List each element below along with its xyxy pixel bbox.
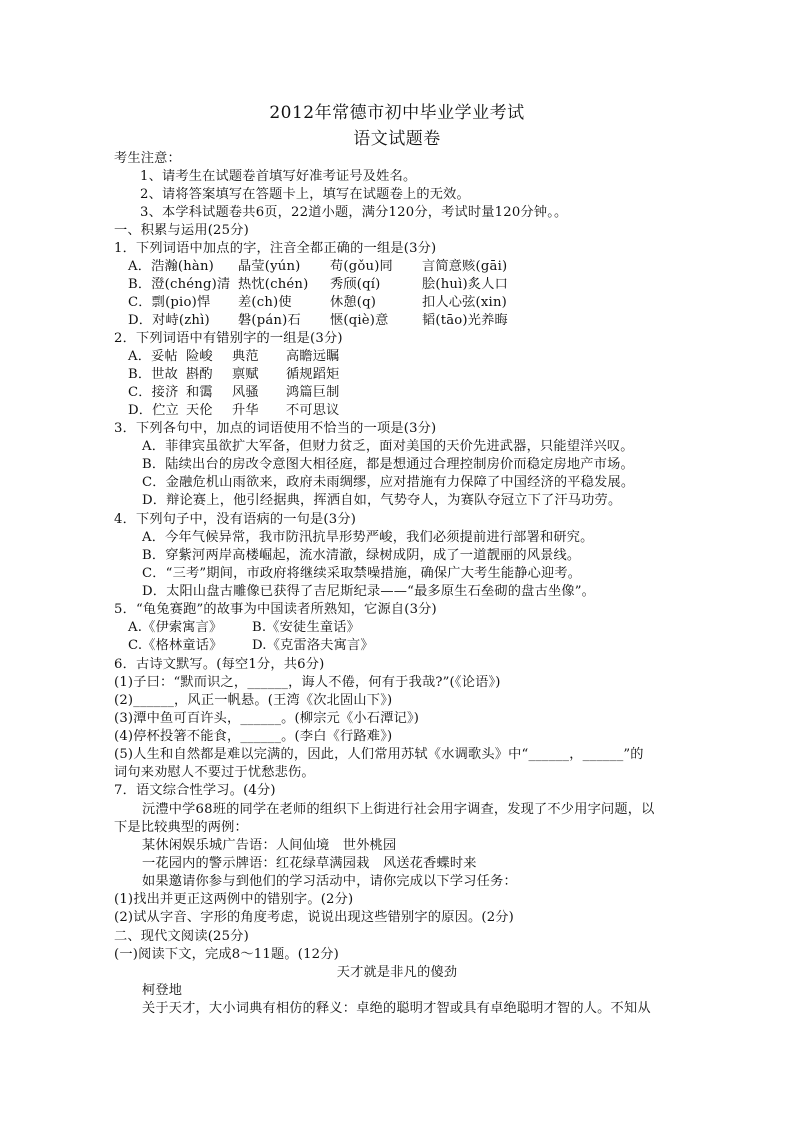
question-stem: 4．下列句子中，没有语病的一句是(3分) [114,512,357,527]
section-heading: 一、积累与运用(25分) [114,223,249,238]
option-row [128,294,507,312]
task-line: (2)试从字音、字形的角度考虑，说说出现这些错别字的原因。(2分) [114,910,515,925]
question-stem: 3．下列各句中，加点的词语使用不恰当的一项是(3分) [114,421,437,436]
question-stem: 2．下列词语中有错别字的一组是(3分) [114,331,343,346]
option-line: A．今年气候异常，我市防汛抗旱形势严峻，我们必须提前进行部署和研究。 [142,530,594,545]
option-cell: 斟酌 [186,367,213,382]
exam-subtitle: 语文试题卷 [353,129,441,149]
option-row [128,312,508,330]
option-cell: 热忱(chén) [238,277,309,292]
option-cell: D．伫立 [128,403,179,418]
option-row [128,348,340,366]
option-cell: 惬(qiè)意 [330,313,389,328]
option-row [128,366,340,384]
option-cell: 升华 [232,403,259,418]
option-cell: 天伦 [186,403,213,418]
option-row [128,637,374,655]
option-cell: 循规蹈矩 [286,367,340,382]
option-cell: 晶莹(yún) [238,259,301,274]
option-cell: A.《伊索寓言》 [128,620,223,635]
option-cell: 和霭 [186,385,213,400]
paragraph-line: 如果邀请你参与到他们的学习活动中，请你完成以下学习任务： [142,874,517,889]
question-stem: 7．语文综合性学习。(4分) [114,783,276,798]
example-line: 某休闲娱乐城广告语：人间仙境 世外桃园 [142,838,397,853]
notice-item: 2、请将答案填写在答题卡上，填写在试题卷上的无效。 [140,187,470,202]
section-heading: 二、现代文阅读(25分) [114,929,249,944]
fill-line: (1)子曰：“默而识之，______，诲人不倦，何有于我哉?”(《论语》) [114,675,501,690]
option-line: D．辩论赛上，他引经据典，挥洒自如，气势夺人，为赛队夺冠立下了汗马功劳。 [142,493,622,508]
option-cell: A．妥帖 [128,349,178,364]
option-row [128,402,340,420]
option-cell: 秀颀(qí) [330,277,381,292]
notice-item: 3、本学科试题卷共6页，22道小题，满分120分，考试时量120分钟。。 [140,205,568,220]
option-cell: 磐(pán)石 [238,313,301,328]
option-cell: 休憩(q) [330,295,377,310]
option-cell: 差(ch)使 [238,295,292,310]
option-cell: 险峻 [186,349,213,364]
option-cell: C.《格林童话》 [128,638,223,653]
exam-title: 2012年常德市初中毕业学业考试 [269,103,525,123]
option-cell: 扣人心弦(xin) [422,295,507,310]
option-cell: 典范 [232,349,259,364]
option-cell: 韬(tāo)光养晦 [422,313,508,328]
option-cell: 不可思议 [286,403,340,418]
article-paragraph: 关于天才，大小词典有相仿的释义：卓绝的聪明才智或具有卓绝聪明才智的人。不知从 [142,1001,651,1016]
option-cell: 脍(huì)炙人口 [422,277,509,292]
option-cell: B．澄(chéng)清 [128,277,231,292]
option-line: B．穿紫河两岸高楼崛起，流水清澈，绿树成阴，成了一道靓丽的风景线。 [142,548,581,563]
fill-line: (5)人生和自然都是难以完满的，因此，人们常用苏轼《水调歌头》中“______，______”的 [114,747,644,762]
option-row [128,619,360,637]
task-line: (1)找出并更正这两例中的错别字。(2分) [114,892,354,907]
paragraph-line: 下是比较典型的两例： [114,820,248,835]
notice-heading: 考生注意： [114,151,181,166]
option-cell: 鸿篇巨制 [286,385,340,400]
fill-line: (3)潭中鱼可百许头，______。(柳宗元《小石潭记》) [114,711,420,726]
option-row [128,276,508,294]
example-line: 一花园内的警示牌语：红花绿草满园栽 风送花香蝶时来 [142,856,477,871]
paragraph-line: 沅澧中学68班的同学在老师的组织下上街进行社会用字调查，发现了不少用字问题，以 [142,802,655,817]
option-cell: 禀赋 [232,367,259,382]
option-row [128,384,340,402]
question-stem: 1．下列词语中加点的字，注音全都正确的一组是(3分) [114,241,437,256]
option-cell: B.《安徒生童话》 [252,620,360,635]
option-line: B．陆续出台的房改令意图大相径庭，都是想通过合理控制房价而稳定房地产市场。 [142,457,634,472]
option-cell: D．对峙(zhì) [128,313,210,328]
option-cell: 苟(gǒu)同 [330,259,393,274]
fill-line: (4)停杯投箸不能食，______。(李白《行路难》) [114,729,393,744]
question-stem: 6．古诗文默写。(每空1分，共6分) [114,657,325,672]
option-line: C．“三考”期间，市政府将继续采取禁噪措施，确保广大考生能静心迎考。 [142,566,582,581]
option-cell: D.《克雷洛夫寓言》 [252,638,374,653]
notice-item: 1、请考生在试题卷首填写好准考证号及姓名。 [140,169,417,184]
option-row [128,258,507,276]
option-line: A．菲律宾虽欲扩大军备，但财力贫乏，面对美国的天价先进武器，只能望洋兴叹。 [142,439,634,454]
option-cell: 言简意赅(gāi) [422,259,508,274]
option-cell: B．世故 [128,367,179,382]
fill-line: 词句来劝慰人不要过于忧愁悲伤。 [114,765,315,780]
article-title: 天才就是非凡的傻劲 [336,965,458,980]
article-author: 柯登地 [142,983,183,998]
fill-line: (2)______，风正一帆悬。(王湾《次北固山下》) [114,693,393,708]
option-cell: C．接济 [128,385,179,400]
option-line: C．金融危机山雨欲来，政府未雨绸缪，应对措施有力保障了中国经济的平稳发展。 [142,475,635,490]
option-cell: 风骚 [232,385,259,400]
reading-intro: (一)阅读下文，完成8～11题。(12分) [114,947,339,962]
question-stem: 5．“龟兔赛跑”的故事为中国读者所熟知，它源自(3分) [114,602,437,617]
option-cell: A．浩瀚(hàn) [128,259,215,274]
option-cell: 高瞻远瞩 [286,349,340,364]
option-cell: C．剽(pio)悍 [128,295,211,310]
option-line: D．太阳山盘古雕像已获得了吉尼斯纪录——“最多原生石垒砌的盘古坐像”。 [142,584,596,599]
